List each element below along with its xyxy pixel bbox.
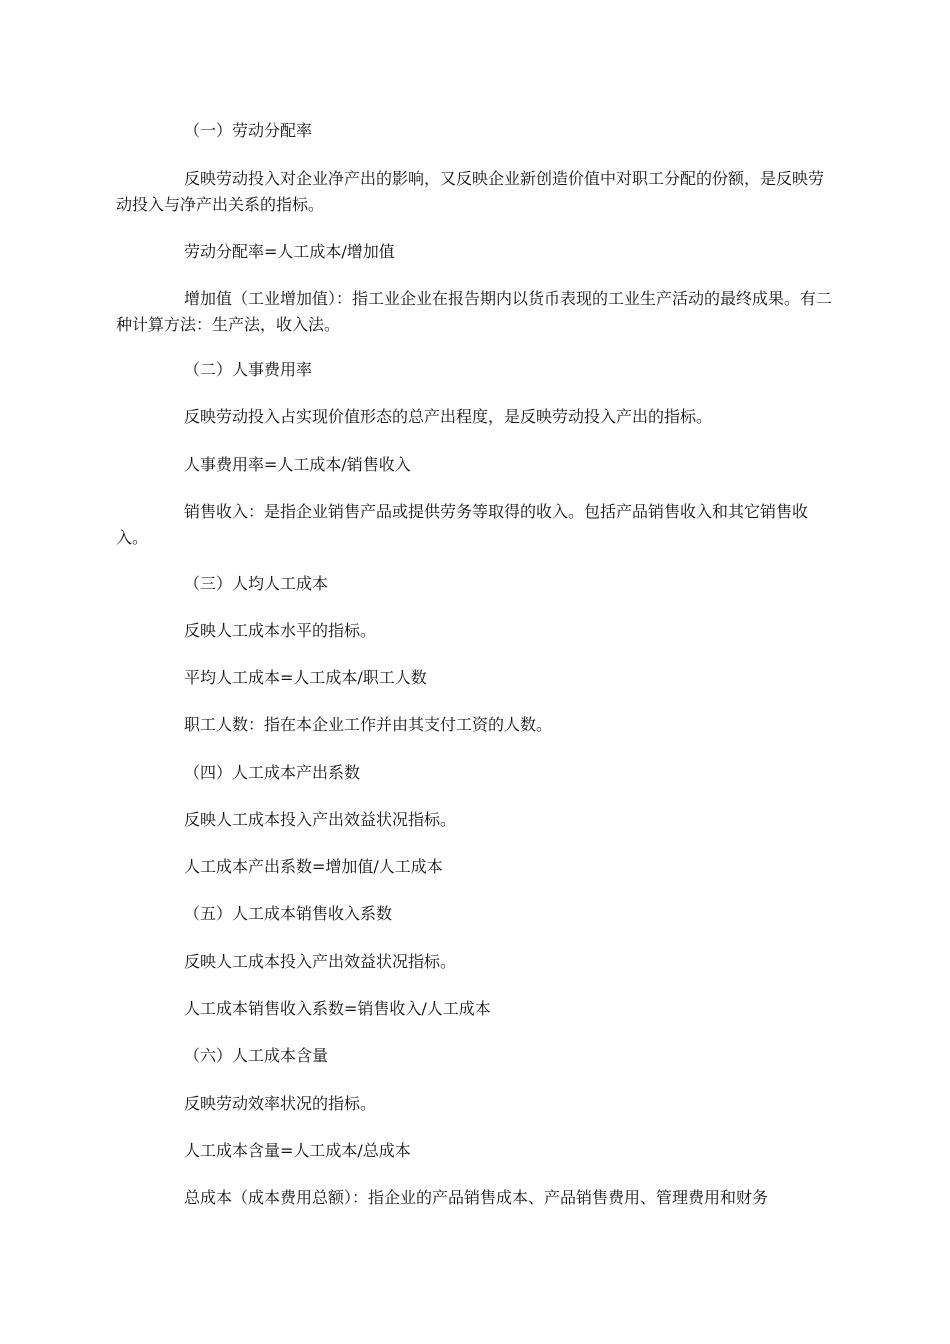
formula-output-coefficient: 人工成本产出系数=增加值/人工成本 xyxy=(184,857,443,876)
paragraph-value-added-definition: 增加值（工业增加值）：指工业企业在报告期内以货币表现的工业生产活动的最终成果。有二种计算方法：生产法，收入法。 xyxy=(116,289,833,334)
paragraph-output-coefficient-desc: 反映人工成本投入产出效益状况指标。 xyxy=(184,810,457,829)
paragraph-sales-revenue-definition: 销售收入：是指企业销售产品或提供劳务等取得的收入。包括产品销售收入和其它销售收入。 xyxy=(116,502,809,547)
paragraph-per-capita-desc: 反映人工成本水平的指标。 xyxy=(184,621,377,640)
formula-labor-cost-content: 人工成本含量=人工成本/总成本 xyxy=(184,1141,411,1160)
paragraph-sales-coefficient-desc: 反映人工成本投入产出效益状况指标。 xyxy=(184,952,457,971)
formula-personnel-expense-rate: 人事费用率=人工成本/销售收入 xyxy=(184,455,411,474)
heading-per-capita-labor-cost: （三）人均人工成本 xyxy=(184,574,329,593)
heading-labor-distribution-rate: （一）劳动分配率 xyxy=(184,121,313,140)
heading-sales-revenue-coefficient: （五）人工成本销售收入系数 xyxy=(184,904,393,923)
paragraph-labor-distribution-desc: 反映劳动投入对企业净产出的影响，又反映企业新创造价值中对职工分配的份额，是反映劳动投入与净产出关系的指标。 xyxy=(116,169,825,214)
formula-labor-distribution-rate: 劳动分配率=人工成本/增加值 xyxy=(184,242,395,261)
heading-labor-cost-content: （六）人工成本含量 xyxy=(184,1046,329,1065)
paragraph-total-cost-definition: 总成本（成本费用总额）：指企业的产品销售成本、产品销售费用、管理费用和财务 xyxy=(184,1188,769,1207)
paragraph-labor-cost-content-desc: 反映劳动效率状况的指标。 xyxy=(184,1094,377,1113)
formula-sales-coefficient: 人工成本销售收入系数=销售收入/人工成本 xyxy=(184,999,491,1018)
paragraph-employee-count-definition: 职工人数：指在本企业工作并由其支付工资的人数。 xyxy=(184,715,553,734)
heading-personnel-expense-rate: （二）人事费用率 xyxy=(184,360,313,379)
heading-labor-cost-output-coefficient: （四）人工成本产出系数 xyxy=(184,763,361,782)
paragraph-personnel-expense-desc: 反映劳动投入占实现价值形态的总产出程度，是反映劳动投入产出的指标。 xyxy=(184,407,713,426)
formula-average-labor-cost: 平均人工成本=人工成本/职工人数 xyxy=(184,668,427,687)
